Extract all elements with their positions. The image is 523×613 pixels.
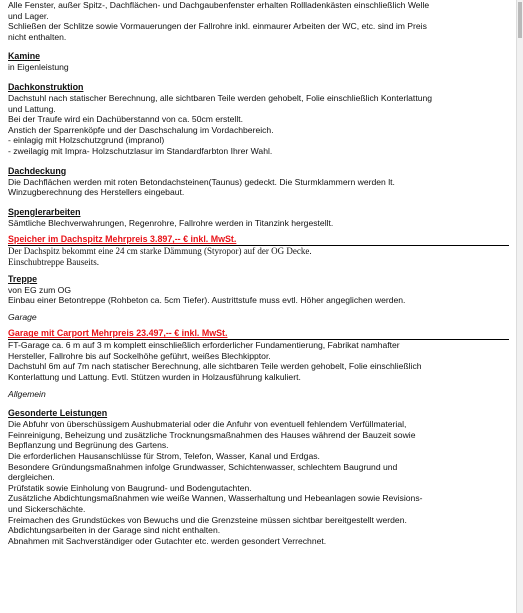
text-line: Die Abfuhr von überschüssigem Aushubmaterial oder die Anfuhr von eventuell fehlendem Verfüllmaterial, <box>8 419 407 430</box>
speicher-price-heading: Speicher im Dachspitz Mehrpreis 3.897,-- € inkl. MwSt. <box>8 234 237 245</box>
section-heading-dachkonstruktion: Dachkonstruktion <box>8 81 84 92</box>
text-line: Feinreinigung, Beheizung und zusätzliche Trocknungsmaßnahmen des Hauses während der Bauzeit sowie <box>8 429 416 440</box>
text-line: Abnahmen mit Sachverständiger oder Gutachter etc. werden gesondert Verrechnet. <box>8 535 327 546</box>
text-line: Konterlattung und Lattung. Evtl. Stützen wurden in Holzausführung kalkuliert. <box>8 372 301 383</box>
text-line: Alle Fenster, außer Spitz-, Dachflächen- und Dachgaubenfenster erhalten Rollladenkästen einschließlich Welle <box>8 0 430 10</box>
text-line: Schließen der Schlitze sowie Vormauerungen der Fallrohre inkl. einmaurer Arbeiten der WC, etc. sind im Preis <box>8 21 427 32</box>
text-line: Einschubtreppe Bauseits. <box>8 256 99 267</box>
text-line: - einlagig mit Holzschutzgrund (impranol) <box>8 135 165 146</box>
text-line: Die Dachflächen werden mit roten Betondachsteinen(Taunus) gedeckt. Die Sturmklammern werden lt. <box>8 176 395 187</box>
dachkonstruktion-section <box>8 82 509 157</box>
text-line: dergleichen. <box>8 472 55 483</box>
text-line: nicht enthalten. <box>8 31 67 42</box>
text-line: Abdichtungsarbeiten in der Garage sind nicht enthalten. <box>8 525 221 536</box>
text-line: Sämtliche Blechverwahrungen, Regenrohre, Fallrohre werden in Titanzink hergestellt. <box>8 217 334 228</box>
treppe-section <box>8 274 509 306</box>
text-line: Der Dachspitz bekommt eine 24 cm starke Dämmung (Styropor) auf der OG Decke. <box>8 246 312 257</box>
scrollbar-thumb[interactable] <box>518 2 522 38</box>
section-heading-treppe: Treppe <box>8 273 38 284</box>
text-line: Hersteller, Fallrohre bis auf Sockelhöhe geführt, weißes Blechkipptor. <box>8 350 271 361</box>
gesonderte-leistungen-section <box>8 408 509 546</box>
dachdeckung-section <box>8 166 509 198</box>
garage-label: Garage <box>8 311 37 322</box>
text-line: Freimachen des Grundstückes von Bewuchs und die Grenzsteine müssen sichtbar bereitgestellt werden. <box>8 514 407 525</box>
section-heading-kamine: Kamine <box>8 51 41 62</box>
spengler-section <box>8 207 509 229</box>
text-line: Winzugberechnung des Herstellers eingebaut. <box>8 187 185 198</box>
vertical-scrollbar[interactable] <box>516 0 523 613</box>
text-line: Bepflanzung und Begrünung des Gartens. <box>8 440 169 451</box>
garage-price-heading: Garage mit Carport Mehrpreis 23.497,-- € inkl. MwSt. <box>8 328 228 339</box>
text-line: und Lattung. <box>8 103 56 114</box>
text-line: - zweilagig mit Impra- Holzschutzlasur im Standardfarbton Ihrer Wahl. <box>8 145 273 156</box>
text-line: von EG zum OG <box>8 284 72 295</box>
text-line: Die erforderlichen Hausanschlüsse für Strom, Telefon, Wasser, Kanal und Erdgas. <box>8 451 320 462</box>
text-line: FT-Garage ca. 6 m auf 3 m komplett einschließlich erforderlicher Fundamentierung, Fabrikat namhafter <box>8 340 400 351</box>
text-line: und Sickerschächte. <box>8 504 86 514</box>
text-line: Dachstuhl 6m auf 7m nach statischer Berechnung, alle sichtbaren Teile werden gehobelt, Folie einschließlich <box>8 361 422 372</box>
speicher-section <box>8 234 509 267</box>
text-line: Besondere Gründungsmaßnahmen infolge Grundwasser, Schichtenwasser, schlechtem Baugrund und <box>8 461 398 472</box>
section-heading-dachdeckung: Dachdeckung <box>8 165 67 176</box>
text-line: Einbau einer Betontreppe (Rohbeton ca. 5cm Tiefer). Austrittstufe muss evtl. Höher angeglichen werden. <box>8 295 406 306</box>
text-line: Zusätzliche Abdichtungsmaßnahmen wie weiße Wannen, Wasserhaltung und Hebeanlagen sowie Revisions- <box>8 493 423 504</box>
text-line: Anstich der Sparrenköpfe und der Daschschalung im Vordachbereich. <box>8 124 274 135</box>
intro-section <box>8 0 509 42</box>
section-heading-gesonderte-leistungen: Gesonderte Leistungen <box>8 408 108 419</box>
kamine-section <box>8 51 509 73</box>
text-line: Dachstuhl nach statischer Berechnung, alle sichtbaren Teile werden gehobelt, Folie einschließlich Konterlattung <box>8 92 433 103</box>
text-line: in Eigenleistung <box>8 62 69 73</box>
text-line: und Lager. <box>8 10 49 21</box>
text-line: Bei der Traufe wird ein Dachüberstannd von ca. 50cm erstellt. <box>8 114 244 125</box>
section-heading-spenglerarbeiten: Spenglerarbeiten <box>8 206 81 217</box>
garage-section <box>8 328 509 382</box>
text-line: Prüfstatik sowie Einholung von Baugrund- und Bodengutachten. <box>8 482 252 493</box>
allgemein-label: Allgemein <box>8 388 46 399</box>
